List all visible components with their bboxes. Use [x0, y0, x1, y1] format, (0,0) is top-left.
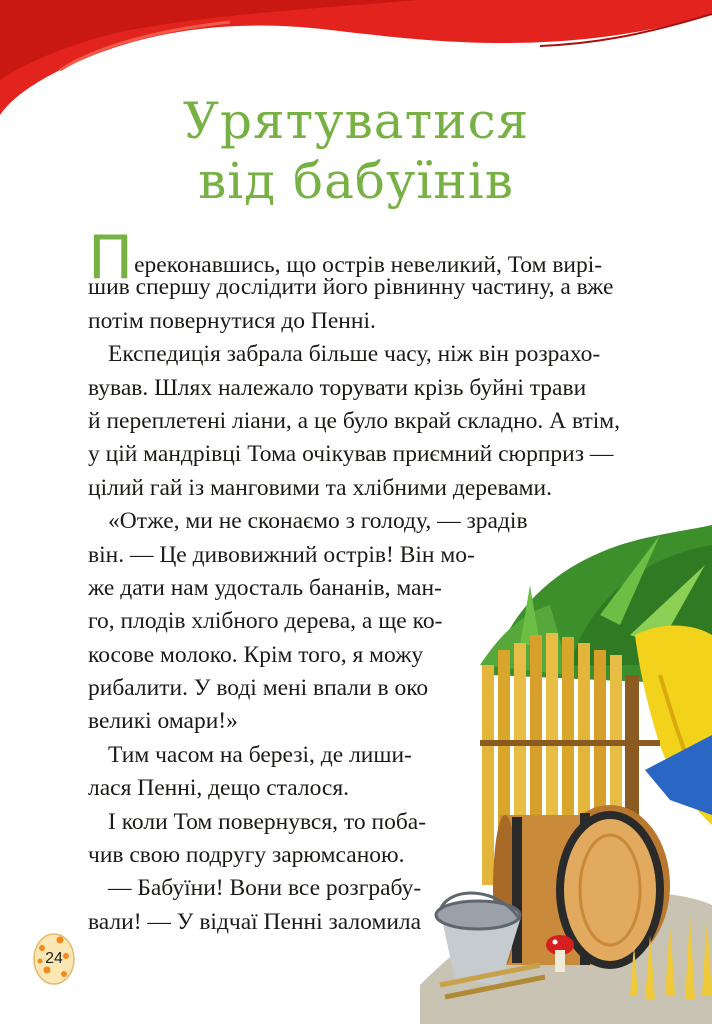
text-line: Тим часом на березі, де лиши- [108, 741, 412, 768]
text-line: у цій мандрівці Тома очікував приємний сюрприз — [88, 441, 614, 468]
page-number: 24 [45, 950, 63, 967]
text-line: великі омари!» [88, 708, 238, 735]
text-line: він. — Це дивовижний острів! Він мо- [88, 541, 475, 568]
text-line: «Отже, ми не сконаємо з голоду, — зрадів [108, 508, 528, 535]
text-line: І коли Том повернувся, то поба- [108, 808, 427, 835]
text-line: го, плодів хлібного дерева, а ще ко- [88, 608, 443, 635]
drop-cap: П [88, 223, 134, 293]
barrel [493, 805, 670, 965]
text-line: Експедиція забрала більше часу, ніж він розрахо- [108, 341, 601, 368]
text-line: чив свою подругу зарюмсаною. [88, 842, 405, 869]
text-line: косове молоко. Крім того, я можу [88, 641, 424, 668]
text-line: цілий гай із манговими та хлібними деревами. [88, 474, 552, 501]
text-line: й переплетені ліани, а це було вкрай складно. А втім, [88, 407, 621, 434]
text-line-content: ереконавшись, що острів невеликий, Том вирі- [134, 252, 603, 278]
text-line: потім повернутися до Пенні. [88, 307, 376, 334]
text-line: вував. Шлях належало торувати крізь буйні трави [88, 374, 587, 401]
chapter-title-line-1: Урятуватися [182, 92, 530, 150]
chapter-title-line-2: від бабуїнів [198, 152, 514, 210]
illustration-camp-barrel [420, 525, 712, 1024]
text-line: рибалити. У воді мені впали в око [88, 675, 429, 702]
text-line: шив спершу дослідити його рівнинну частину, а вже [88, 274, 614, 301]
text-line: же дати нам удосталь бананів, ман- [88, 574, 442, 601]
text-line: лася Пенні, дещо сталося. [88, 775, 350, 802]
text-line: — Бабуїни! Вони все розграбу- [108, 875, 422, 902]
text-line: вали! — У відчаї Пенні заломила [88, 908, 422, 935]
